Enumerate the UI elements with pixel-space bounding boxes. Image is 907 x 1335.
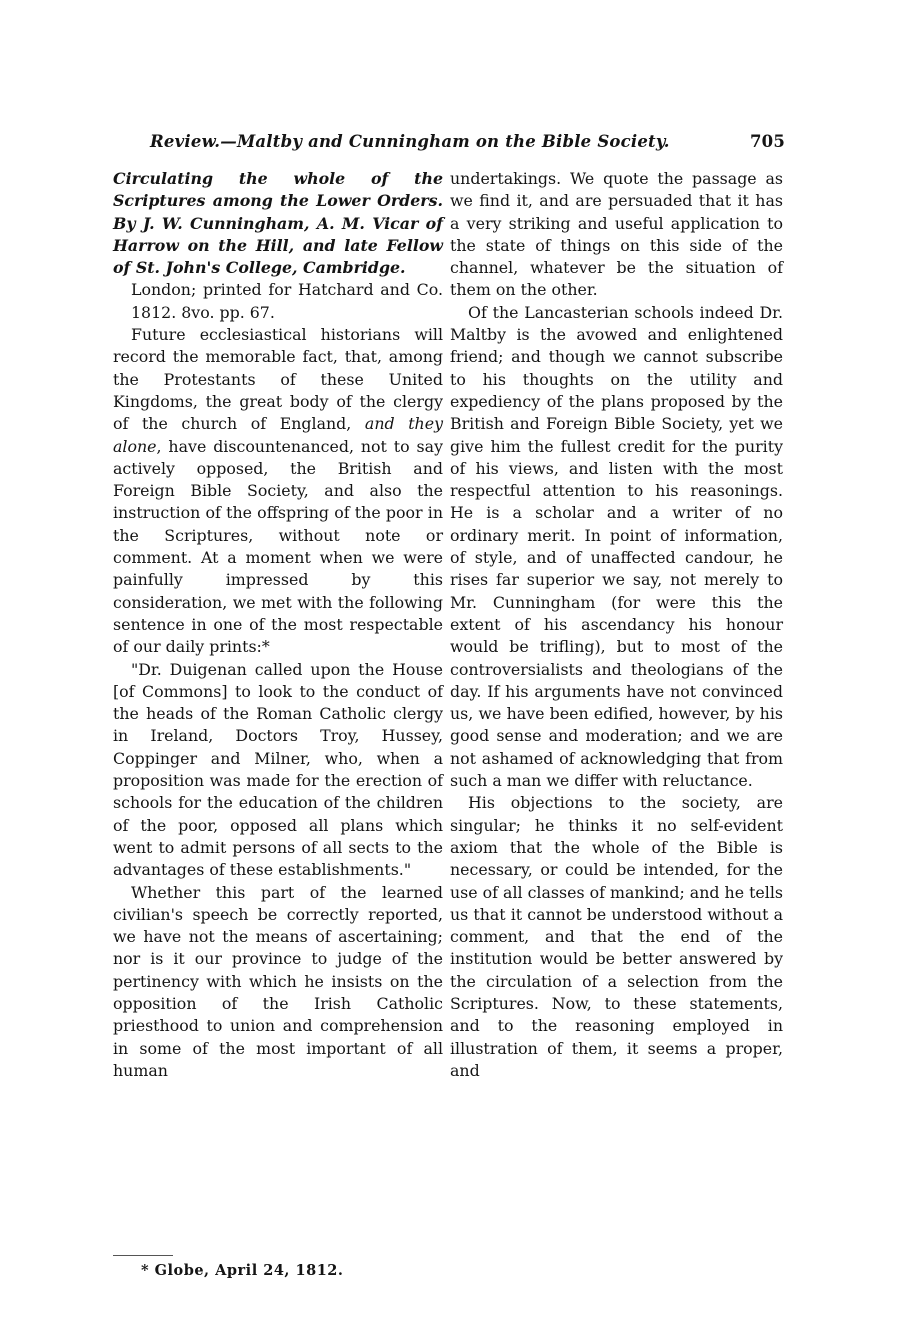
paragraph-future-historians — [113, 324, 443, 658]
paragraph-text: , have discountenanced, not to say actively opposed, the British and Foreign Bible Society, and also the instruction of the offspring of the poor in the Scriptures, without note or comment. At a moment when we were painfully impressed by this consideration, we met with the following sentence in one of the most respectable of our daily prints:* — [113, 436, 443, 657]
paragraph-undertakings: undertakings. We quote the passage as we find it, and are persuaded that it has a very striking and useful application to the state of things on this side of the channel, whatever be the situation of them on the other. — [450, 169, 783, 300]
paragraph-objections: His objections to the society, are singular; he thinks it no self-evident axiom that the whole of the Bible is necessary, or could be intended, for the use of all classes of mankind; and he tells us that it cannot be understood without a comment, and that the end of the institution would be better answered by the circulation of a selection from the Scriptures. Now, to these statements, and to the reasoning employed in illustration of them, it seems a proper, and — [450, 793, 783, 1080]
paragraph-text: Future ecclesiastical historians will record the memorable fact, that, among the Protestants of these United Kingdoms, the great body of the clergy of the church of England, — [113, 325, 443, 434]
footnote-rule — [113, 1255, 173, 1256]
right-column — [450, 168, 783, 1082]
footnote: * Globe, April 24, 1812. — [141, 1262, 344, 1279]
page-number: 705 — [749, 132, 785, 151]
quotation-duigenan: "Dr. Duigenan called upon the House [of Commons] to look to the conduct of the heads of the Roman Catholic clergy in Ireland, Doctors Troy, Hussey, Coppinger and Milner, who, when a proposition was made for the erection of schools for the education of the children of the poor, opposed all plans which went to admit persons of all sects to the advantages of these establishments." — [113, 659, 443, 880]
paragraph-lancasterian: Of the Lancasterian schools indeed Dr. Maltby is the avowed and enlightened friend; and though we cannot subscribe to his thoughts on the utility and expediency of the plans proposed by the British and Foreign Bible Society, yet we give him the fullest credit for the purity of his views, and listen with the most respectful attention to his reasonings. He is a scholar and a writer of no ordinary merit. In point of information, of style, and of unaffected candour, he rises far superior we say, not merely to Mr. Cunningham (for were this the extent of his ascendancy his honour would be trifling), but to most of the controversialists and theologians of the day. If his arguments have not convinced us, we have been edified, however, by his good sense and moderation; and we are not ashamed of acknowledging that from such a man we differ with reluctance. — [450, 302, 783, 791]
running-head — [150, 132, 785, 151]
left-column — [113, 168, 443, 1082]
running-head-title: Review.—Maltby and Cunningham on the Bible Society. — [150, 132, 670, 151]
paragraph-whether: Whether this part of the learned civilian's speech be correctly reported, we have not the means of ascertaining; nor is it our province to judge of the pertinency with which he insists on the opposition of the Irish Catholic priesthood to union and comprehension in some of the most important of all human — [113, 882, 443, 1080]
book-title: Circulating the whole of the Scriptures among the Lower Orders. By J. W. Cunningham, A. M. Vicar of Harrow on the Hill, and late Fellow of St. John's College, Cambridge. — [113, 169, 443, 278]
book-imprint: London; printed for Hatchard and Co. 1812. 8vo. pp. 67. — [131, 280, 443, 322]
emphasis-text: and they alone — [113, 414, 443, 456]
